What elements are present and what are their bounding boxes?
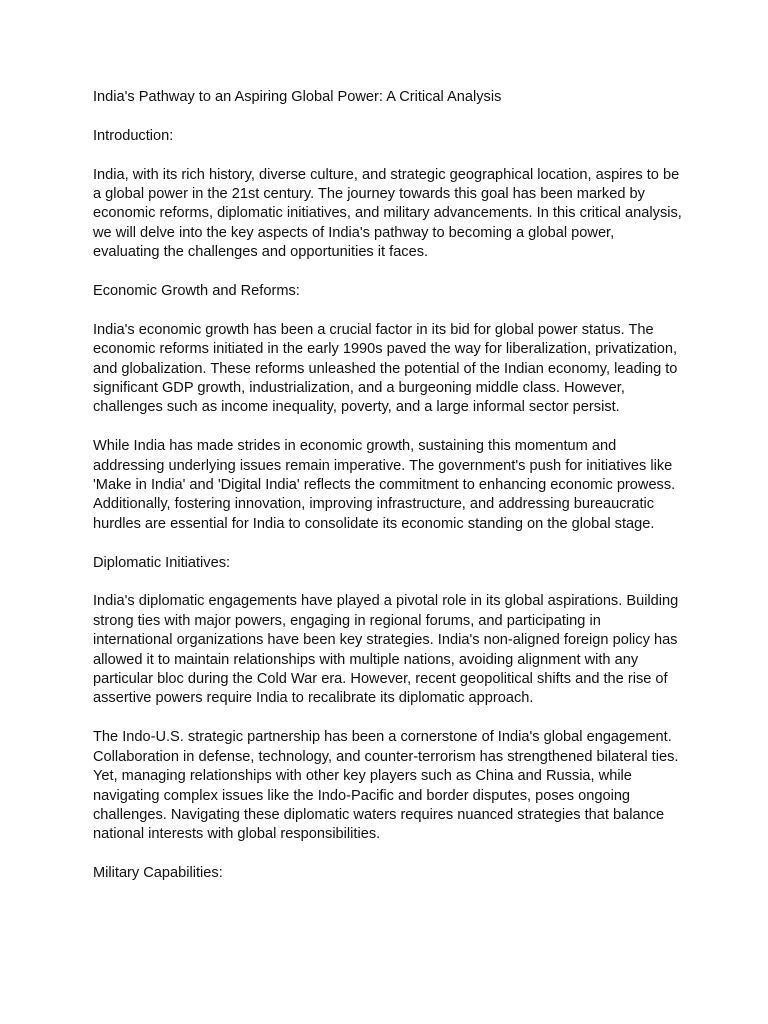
paragraph-economic-growth-1: India's economic growth has been a crucial factor in its bid for global power status. The economic reforms initiated in the early 1990s paved the way for liberalization, privatization, and globalization. These reforms unleashed the potential of the Indian economy, leading to significant GDP growth, industrialization, and a burgeoning middle class. However, challenges such as income inequality, poverty, and a large informal sector persist. bbox=[93, 321, 678, 416]
section-heading-introduction: Introduction: bbox=[93, 127, 174, 144]
paragraph-diplomatic-1: India's diplomatic engagements have played a pivotal role in its global aspirations. Building strong ties with major powers, engaging in regional forums, and participating in international organizations have been key strategies. India's non-aligned foreign policy has allowed it to maintain relationships with multiple nations, avoiding alignment with any particular bloc during the Cold War era. However, recent geopolitical shifts and the rise of assertive powers require India to recalibrate its diplomatic approach. bbox=[93, 593, 679, 707]
paragraph-economic-growth-2: While India has made strides in economic growth, sustaining this momentum and addressing underlying issues remain imperative. The government's push for initiatives like 'Make in India' and 'Digital India' reflects the commitment to enhancing economic prowess. Additionally, fostering innovation, improving infrastructure, and addressing bureaucratic hurdles are essential for India to consolidate its economic standing on the global stage. bbox=[93, 438, 676, 532]
section-heading-economic-growth: Economic Growth and Reforms: bbox=[93, 283, 300, 300]
section-heading-military-capabilities: Military Capabilities: bbox=[93, 865, 223, 882]
document-title: India's Pathway to an Aspiring Global Power: A Critical Analysis bbox=[93, 89, 502, 105]
paragraph-diplomatic-2: The Indo-U.S. strategic partnership has been a cornerstone of India's global engagement. Collaboration in defense, technology, and counter-terrorism has strengthened bilateral ties. Yet, managing relationships with other key players such as China and Russia, while navigating complex issues like the Indo-Pacific and border disputes, poses ongoing challenges. Navigating these diplomatic waters requires nuanced strategies that balance national interests with global responsibilities. bbox=[93, 729, 679, 843]
section-heading-diplomatic-initiatives: Diplomatic Initiatives: bbox=[93, 554, 231, 571]
document-body bbox=[93, 88, 683, 884]
paragraph-introduction: India, with its rich history, diverse culture, and strategic geographical location, aspires to be a global power in the 21st century. The journey towards this goal has been marked by economic reforms, diplomatic initiatives, and military advancements. In this critical analysis, we will delve into the key aspects of India's pathway to becoming a global power, evaluating the challenges and opportunities it faces. bbox=[93, 166, 682, 261]
